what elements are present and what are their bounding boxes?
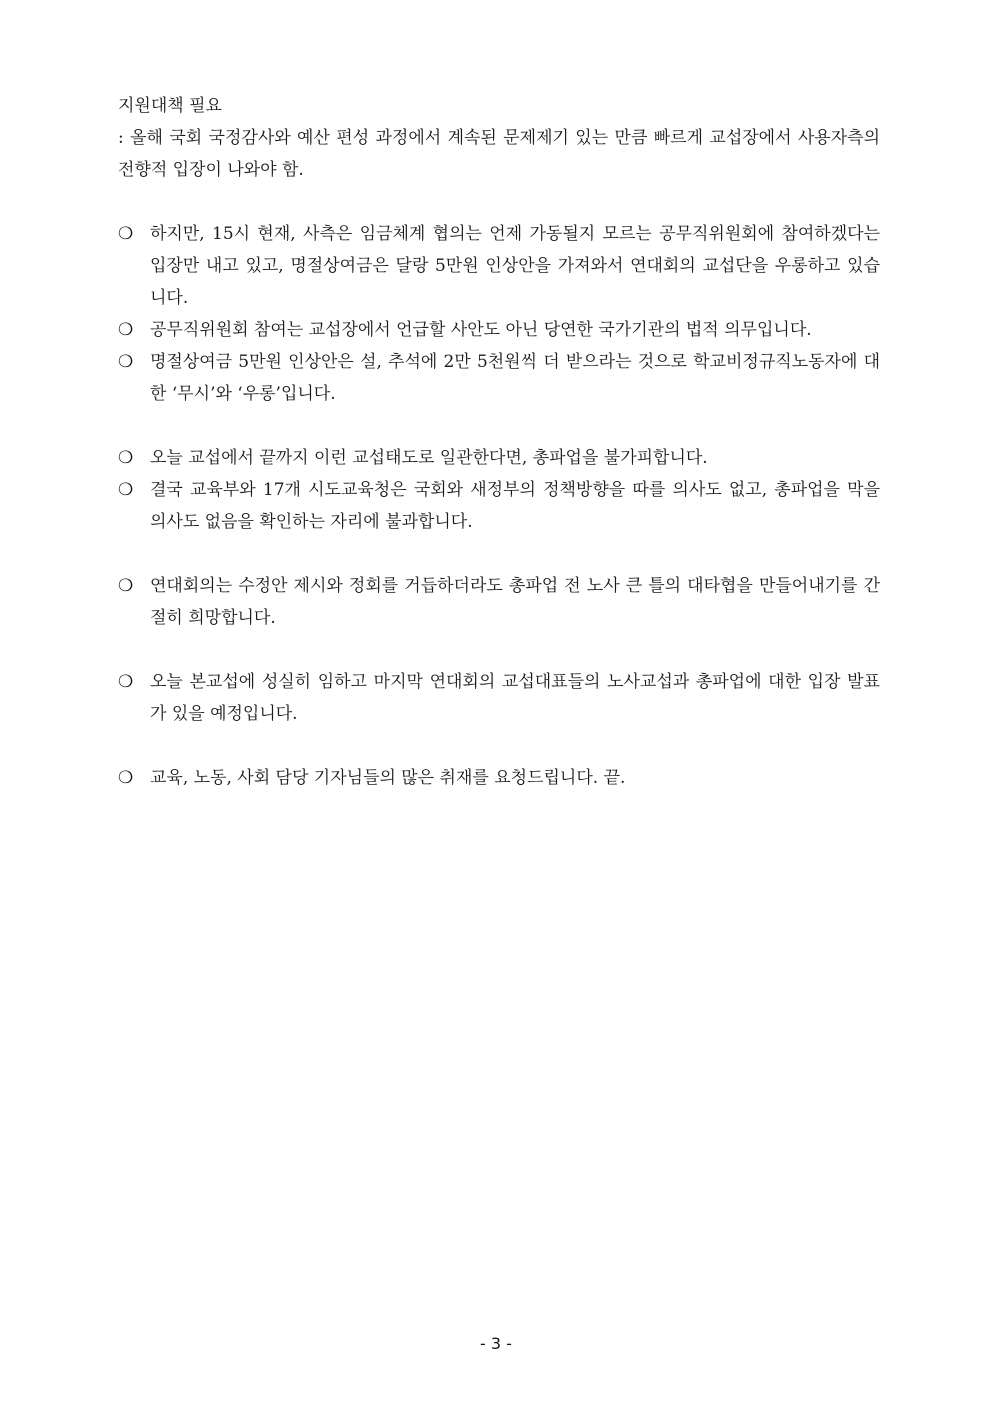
circle-bullet-icon: ❍ [118,320,134,340]
paragraph-gap [118,538,880,570]
bullet-text: 오늘 본교섭에 성실히 임하고 마지막 연대회의 교섭대표들의 노사교섭과 총파업에 대한 입장 발표가 있을 예정입니다. [150,672,880,724]
circle-bullet-icon: ❍ [118,576,134,596]
circle-bullet-icon: ❍ [118,672,134,692]
bullet-item [118,218,880,314]
intro-detail: : 올해 국회 국정감사와 예산 편성 과정에서 계속된 문제제기 있는 만큼 빠르게 교섭장에서 사용자측의 전향적 입장이 나와야 함. [118,128,880,180]
bullet-item [118,666,880,730]
intro-heading-tail: 지원대책 필요 [118,96,222,116]
paragraph-gap [118,410,880,442]
bullet-text: 연대회의는 수정안 제시와 정회를 거듭하더라도 총파업 전 노사 큰 틀의 대타협을 만들어내기를 간절히 희망합니다. [150,576,880,628]
bullet-item [118,346,880,410]
paragraph-gap [118,730,880,762]
page-number: - 3 - [480,1334,512,1353]
bullet-text: 명절상여금 5만원 인상안은 설, 추석에 2만 5천원씩 더 받으라는 것으로 학교비정규직노동자에 대한 ‘무시’와 ‘우롱’입니다. [150,352,881,404]
bullet-text: 교육, 노동, 사회 담당 기자님들의 많은 취재를 요청드립니다. 끝. [150,768,626,788]
bullet-item [118,474,880,538]
bullet-text: 하지만, 15시 현재, 사측은 임금체계 협의는 언제 가동될지 모르는 공무직위원회에 참여하겠다는 입장만 내고 있고, 명절상여금은 달랑 5만원 인상안을 가져와서 연대회의 교섭단을 우롱하고 있습니다. [150,224,880,308]
paragraph-gap [118,186,880,218]
bullet-item [118,570,880,634]
circle-bullet-icon: ❍ [118,768,134,788]
paragraph-gap [118,634,880,666]
circle-bullet-icon: ❍ [118,480,134,500]
bullet-item [118,442,880,474]
circle-bullet-icon: ❍ [118,448,134,468]
bullet-text: 공무직위원회 참여는 교섭장에서 언급할 사안도 아닌 당연한 국가기관의 법적 의무입니다. [150,320,812,340]
bullet-text: 결국 교육부와 17개 시도교육청은 국회와 새정부의 정책방향을 따를 의사도 없고, 총파업을 막을 의사도 없음을 확인하는 자리에 불과합니다. [150,480,880,532]
document-body [118,90,880,794]
circle-bullet-icon: ❍ [118,224,134,244]
bullet-text: 오늘 교섭에서 끝까지 이런 교섭태도로 일관한다면, 총파업을 불가피합니다. [150,448,708,468]
circle-bullet-icon: ❍ [118,352,134,372]
bullet-item [118,762,880,794]
bullet-item [118,314,880,346]
